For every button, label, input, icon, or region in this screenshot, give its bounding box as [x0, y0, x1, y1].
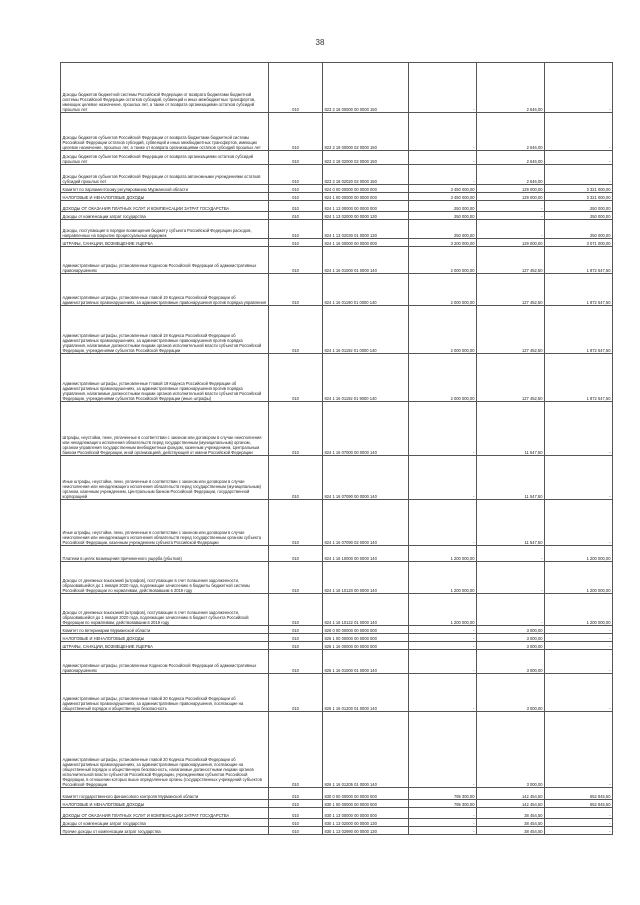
row-name-cell: ДОХОДЫ ОТ ОКАЗАНИЯ ПЛАТНЫХ УСЛУГ И КОМПЕНСАЦИИ ЗАТРАТ ГОСУДАРСТВА — [61, 201, 269, 212]
table-row — [61, 650, 613, 674]
row-unexecuted-amount-cell: - — [545, 113, 613, 151]
row-name-cell: Доходы от денежных взысканий (штрафов), поступающие в счет погашения задолженности, образовавшейся до 1 января 2020 года, подлежащие зачислению в бюджет субъекта Российской Федерации по нормативам, действовавшим в 2019 году — [61, 594, 269, 626]
row-approved-amount-cell: 1 200 000,00 — [409, 562, 477, 594]
row-line-code-cell: 010 — [269, 674, 323, 712]
row-name-cell: НАЛОГОВЫЕ И НЕНАЛОГОВЫЕ ДОХОДЫ — [61, 634, 269, 642]
row-line-code-cell: 010 — [269, 193, 323, 201]
row-name-cell: Административные штрафы, установленные главой 19 Кодекса Российской Федерации об административных правонарушениях, за административные правонарушения против порядка управления — [61, 274, 269, 306]
table-row — [61, 165, 613, 185]
row-unexecuted-amount-cell: - — [545, 500, 613, 546]
row-executed-amount-cell: 129 000,00 — [477, 193, 545, 201]
row-line-code-cell: 010 — [269, 354, 323, 402]
row-unexecuted-amount-cell: - — [545, 63, 613, 113]
row-classification-code-cell: 824 1 16 01190 01 0000 140 — [323, 274, 409, 306]
row-approved-amount-cell: 2 000 000,00 — [409, 247, 477, 274]
row-executed-amount-cell: - — [477, 546, 545, 562]
table-row — [61, 113, 613, 151]
row-approved-amount-cell: 3 450 000,00 — [409, 193, 477, 201]
table-row — [61, 634, 613, 642]
row-classification-code-cell: 824 1 16 10120 00 0000 140 — [323, 562, 409, 594]
row-unexecuted-amount-cell: - — [545, 650, 613, 674]
row-name-cell: ДОХОДЫ ОТ ОКАЗАНИЯ ПЛАТНЫХ УСЛУГ И КОМПЕНСАЦИИ ЗАТРАТ ГОСУДАРСТВА — [61, 808, 269, 819]
row-classification-code-cell: 824 1 16 01000 01 0000 140 — [323, 247, 409, 274]
row-line-code-cell: 010 — [269, 808, 323, 819]
row-line-code-cell: 010 — [269, 594, 323, 626]
row-approved-amount-cell: 2 000 000,00 — [409, 306, 477, 354]
row-unexecuted-amount-cell: - — [545, 712, 613, 788]
row-executed-amount-cell: 3 000,00 — [477, 634, 545, 642]
row-executed-amount-cell: 127 452,50 — [477, 306, 545, 354]
row-approved-amount-cell: 3 450 000,00 — [409, 185, 477, 193]
row-executed-amount-cell: - — [477, 220, 545, 239]
row-executed-amount-cell: 142 454,50 — [477, 800, 545, 808]
table-row — [61, 185, 613, 193]
row-unexecuted-amount-cell: 3 071 000,00 — [545, 239, 613, 247]
row-unexecuted-amount-cell: 1 872 547,50 — [545, 354, 613, 402]
row-line-code-cell: 010 — [269, 712, 323, 788]
row-classification-code-cell: 823 2 18 02020 02 0000 150 — [323, 165, 409, 185]
table-row — [61, 151, 613, 165]
row-approved-amount-cell: - — [409, 642, 477, 650]
row-approved-amount-cell: - — [409, 500, 477, 546]
row-name-cell: Иные штрафы, неустойки, пени, уплаченные в соответствии с законом или договором в случае неисполнения или ненадлежащего исполнения обязательств перед государственным органом субъекта Российской Федерации, казенным учреждением субъекта Российской Федерации — [61, 500, 269, 546]
row-approved-amount-cell: 3 200 000,00 — [409, 239, 477, 247]
table-row — [61, 201, 613, 212]
row-unexecuted-amount-cell: 1 872 547,50 — [545, 306, 613, 354]
row-classification-code-cell: 830 1 13 02990 00 0000 130 — [323, 827, 409, 835]
row-executed-amount-cell: 3 000,00 — [477, 712, 545, 788]
row-executed-amount-cell: 142 454,50 — [477, 788, 545, 800]
row-executed-amount-cell: - — [477, 212, 545, 220]
row-name-cell: НАЛОГОВЫЕ И НЕНАЛОГОВЫЕ ДОХОДЫ — [61, 800, 269, 808]
row-executed-amount-cell: - — [477, 594, 545, 626]
table-row — [61, 63, 613, 113]
row-classification-code-cell: 824 1 16 00000 00 0000 000 — [323, 239, 409, 247]
row-approved-amount-cell: - — [409, 165, 477, 185]
row-name-cell: Административные штрафы, установленные главой 20 Кодекса Российской Федерации об административных правонарушениях, за административные правонарушения, посягающие на общественный порядок и общественную безопасность, налагаемые должностными лицами органов исполнительной власти субъектов Российской Федерации, учреждениями субъектов Российской Федерации, в отношении которых выше определенные органы (государственных учреждений субъектов Российской Федерации — [61, 712, 269, 788]
table-row — [61, 594, 613, 626]
row-executed-amount-cell: 129 000,00 — [477, 185, 545, 193]
row-approved-amount-cell: 2 000 000,00 — [409, 274, 477, 306]
row-classification-code-cell: 824 1 16 01192 01 0000 140 — [323, 306, 409, 354]
row-executed-amount-cell: 2 646,00 — [477, 113, 545, 151]
row-classification-code-cell: 823 2 18 00000 02 0000 150 — [323, 113, 409, 151]
table-row — [61, 193, 613, 201]
row-name-cell: Доходы бюджетов субъектов Российской Федерации от возврата автономными учреждениями остатков субсидий прошлых лет — [61, 165, 269, 185]
row-unexecuted-amount-cell: - — [545, 456, 613, 500]
row-line-code-cell: 010 — [269, 456, 323, 500]
row-approved-amount-cell: - — [409, 634, 477, 642]
table-row — [61, 626, 613, 634]
row-approved-amount-cell: - — [409, 819, 477, 827]
row-executed-amount-cell: 11 547,50 — [477, 456, 545, 500]
row-name-cell: НАЛОГОВЫЕ И НЕНАЛОГОВЫЕ ДОХОДЫ — [61, 193, 269, 201]
row-unexecuted-amount-cell: 1 872 547,50 — [545, 274, 613, 306]
table-row — [61, 674, 613, 712]
row-name-cell: ШТРАФЫ, САНКЦИИ, ВОЗМЕЩЕНИЕ УЩЕРБА — [61, 239, 269, 247]
row-name-cell: Доходы от компенсации затрат государства — [61, 819, 269, 827]
row-classification-code-cell: 824 1 13 00000 00 0000 000 — [323, 201, 409, 212]
row-classification-code-cell: 823 2 18 02000 02 0000 150 — [323, 151, 409, 165]
table-row — [61, 247, 613, 274]
row-executed-amount-cell: 127 452,50 — [477, 354, 545, 402]
row-name-cell: Комитет по ветеринарии Мурманской области — [61, 626, 269, 634]
row-classification-code-cell: 830 0 00 00000 00 0000 000 — [323, 788, 409, 800]
row-line-code-cell: 010 — [269, 819, 323, 827]
table-row — [61, 800, 613, 808]
row-executed-amount-cell: 3 000,00 — [477, 674, 545, 712]
row-unexecuted-amount-cell: 3 321 000,00 — [545, 185, 613, 193]
row-name-cell: Административные штрафы, установленные главой 20 Кодекса Российской Федерации об административных правонарушениях, за административные правонарушения, посягающие на общественный порядок и общественную безопасность — [61, 674, 269, 712]
row-classification-code-cell: 824 1 16 07090 00 0000 140 — [323, 456, 409, 500]
table-row — [61, 239, 613, 247]
table-row — [61, 712, 613, 788]
row-classification-code-cell: 824 1 16 01192 01 9000 140 — [323, 354, 409, 402]
row-executed-amount-cell: 2 646,00 — [477, 63, 545, 113]
row-classification-code-cell: 830 1 13 00000 00 0000 000 — [323, 808, 409, 819]
row-unexecuted-amount-cell: - — [545, 402, 613, 456]
table-row — [61, 220, 613, 239]
row-name-cell: Комитет государственного финансового контроля Мурманской области — [61, 788, 269, 800]
row-executed-amount-cell: 127 452,50 — [477, 274, 545, 306]
table-row — [61, 402, 613, 456]
table-row — [61, 354, 613, 402]
row-name-cell: Административные штрафы, установленные главой 19 Кодекса Российской Федерации об административных правонарушениях, за административные правонарушения против порядка управления, налагаемые должностными лицами органов исполнительной власти субъектов Российской Федерации, учреждениями субъектов Российской Федерации — [61, 306, 269, 354]
row-unexecuted-amount-cell: 250 000,00 — [545, 201, 613, 212]
row-line-code-cell: 010 — [269, 113, 323, 151]
row-executed-amount-cell: - — [477, 562, 545, 594]
row-line-code-cell: 010 — [269, 650, 323, 674]
table-row — [61, 212, 613, 220]
row-line-code-cell: 010 — [269, 402, 323, 456]
row-unexecuted-amount-cell: - — [545, 827, 613, 835]
row-executed-amount-cell: 38 454,50 — [477, 808, 545, 819]
row-name-cell: Комитет по парламентскому регулированию Мурманской области — [61, 185, 269, 193]
table-row — [61, 546, 613, 562]
row-classification-code-cell: 830 1 13 02000 00 0000 130 — [323, 819, 409, 827]
row-approved-amount-cell: - — [409, 650, 477, 674]
row-executed-amount-cell: 2 646,00 — [477, 151, 545, 165]
row-classification-code-cell: 824 1 16 10122 01 0000 140 — [323, 594, 409, 626]
row-unexecuted-amount-cell: 1 200 000,00 — [545, 546, 613, 562]
row-classification-code-cell: 824 1 13 02000 00 0000 130 — [323, 212, 409, 220]
row-unexecuted-amount-cell: - — [545, 819, 613, 827]
row-unexecuted-amount-cell: 652 845,50 — [545, 800, 613, 808]
row-approved-amount-cell: - — [409, 63, 477, 113]
row-line-code-cell: 010 — [269, 165, 323, 185]
row-line-code-cell: 010 — [269, 500, 323, 546]
row-classification-code-cell: 830 1 00 00000 00 0000 000 — [323, 800, 409, 808]
row-unexecuted-amount-cell: - — [545, 642, 613, 650]
row-unexecuted-amount-cell: - — [545, 808, 613, 819]
row-approved-amount-cell: 250 000,00 — [409, 201, 477, 212]
row-approved-amount-cell: 1 200 000,00 — [409, 594, 477, 626]
table-row — [61, 500, 613, 546]
table-row — [61, 827, 613, 835]
row-approved-amount-cell: - — [409, 712, 477, 788]
row-line-code-cell: 010 — [269, 185, 323, 193]
row-name-cell: Доходы бюджетов бюджетной системы Российской Федерации от возврата бюджетами бюджетной системы Российской Федерации остатков субсидий, субвенций и иных межбюджетных трансфертов, имеющих целевое назначение, прошлых лет, а также от возврата организациями остатков субсидий прошлых лет — [61, 63, 269, 113]
row-approved-amount-cell: - — [409, 113, 477, 151]
row-name-cell: Штрафы, неустойки, пени, уплаченные в соответствии с законом или договором в случае неисполнения или ненадлежащего исполнения обязательств перед государственным (муниципальным) органом, органом управления государственным внебюджетным фондом, казенным учреждением, Центральным банком Российской Федерации, иной организацией, действующей от имени Российской Федерации — [61, 402, 269, 456]
row-executed-amount-cell: 129 000,00 — [477, 239, 545, 247]
row-executed-amount-cell: 3 000,00 — [477, 626, 545, 634]
row-line-code-cell: 010 — [269, 788, 323, 800]
row-unexecuted-amount-cell: 1 200 000,00 — [545, 594, 613, 626]
page-number: 38 — [315, 38, 325, 47]
row-executed-amount-cell: 127 452,50 — [477, 247, 545, 274]
row-classification-code-cell: 826 1 16 01200 01 0000 140 — [323, 674, 409, 712]
row-name-cell: ШТРАФЫ, САНКЦИИ, ВОЗМЕЩЕНИЕ УЩЕРБА — [61, 642, 269, 650]
row-executed-amount-cell: 38 454,50 — [477, 819, 545, 827]
row-approved-amount-cell: - — [409, 674, 477, 712]
table-row — [61, 642, 613, 650]
row-approved-amount-cell: 250 000,00 — [409, 212, 477, 220]
row-unexecuted-amount-cell: - — [545, 151, 613, 165]
row-line-code-cell: 010 — [269, 274, 323, 306]
row-unexecuted-amount-cell: 250 000,00 — [545, 212, 613, 220]
row-executed-amount-cell: 3 000,00 — [477, 650, 545, 674]
row-classification-code-cell: 826 1 16 01000 01 0000 140 — [323, 650, 409, 674]
row-line-code-cell: 010 — [269, 827, 323, 835]
row-approved-amount-cell: 250 000,00 — [409, 220, 477, 239]
row-approved-amount-cell: - — [409, 827, 477, 835]
row-approved-amount-cell: 795 300,00 — [409, 788, 477, 800]
row-unexecuted-amount-cell: - — [545, 674, 613, 712]
income-report-table — [60, 62, 613, 835]
row-classification-code-cell: 824 1 16 10000 00 0000 140 — [323, 546, 409, 562]
row-line-code-cell: 010 — [269, 201, 323, 212]
row-line-code-cell: 010 — [269, 239, 323, 247]
report-table-body — [61, 63, 613, 835]
row-line-code-cell: 010 — [269, 247, 323, 274]
row-approved-amount-cell: 2 000 000,00 — [409, 354, 477, 402]
row-unexecuted-amount-cell: - — [545, 165, 613, 185]
row-executed-amount-cell: 11 547,50 — [477, 402, 545, 456]
row-classification-code-cell: 826 1 16 01205 01 0000 140 — [323, 712, 409, 788]
row-name-cell: Доходы, поступающие в порядке возмещения бюджету субъекта Российской Федерации расходов, направленных на покрытие процессуальных издержек — [61, 220, 269, 239]
row-approved-amount-cell: - — [409, 402, 477, 456]
row-name-cell: Иные штрафы, неустойки, пени, уплаченные в соответствии с законом или договором в случае неисполнения или ненадлежащего исполнения обязательств перед государственным (муниципальным) органом, казенным учреждением, Центральным банком Российской Федерации, государственной корпорацией — [61, 456, 269, 500]
row-line-code-cell: 010 — [269, 800, 323, 808]
table-row — [61, 274, 613, 306]
row-approved-amount-cell: - — [409, 808, 477, 819]
row-classification-code-cell: 824 0 00 00000 00 0000 000 — [323, 185, 409, 193]
row-name-cell: Доходы бюджетов субъектов Российской Федерации от возврата бюджетами бюджетной системы Российской Федерации остатков субсидий, субвенций и иных межбюджетных трансфертов, имеющих целевое назначение, прошлых лет, а также от возврата организациями остатков субсидий прошлых лет — [61, 113, 269, 151]
row-unexecuted-amount-cell: 250 000,00 — [545, 220, 613, 239]
row-classification-code-cell: 824 1 00 00000 00 0000 000 — [323, 193, 409, 201]
row-name-cell: Доходы бюджетов субъектов Российской Федерации от возврата организациями остатков субсидий прошлых лет — [61, 151, 269, 165]
row-classification-code-cell: 826 1 00 00000 00 0000 000 — [323, 634, 409, 642]
row-line-code-cell: 010 — [269, 151, 323, 165]
row-line-code-cell: 010 — [269, 212, 323, 220]
row-approved-amount-cell: 1 200 000,00 — [409, 546, 477, 562]
row-line-code-cell: 010 — [269, 63, 323, 113]
row-unexecuted-amount-cell: - — [545, 634, 613, 642]
row-line-code-cell: 010 — [269, 634, 323, 642]
row-line-code-cell: 010 — [269, 546, 323, 562]
row-approved-amount-cell: - — [409, 626, 477, 634]
row-executed-amount-cell: 2 646,00 — [477, 165, 545, 185]
table-row — [61, 788, 613, 800]
row-unexecuted-amount-cell: 1 872 547,50 — [545, 247, 613, 274]
row-line-code-cell: 010 — [269, 220, 323, 239]
row-classification-code-cell: 826 0 00 00000 00 0000 000 — [323, 626, 409, 634]
row-line-code-cell: 010 — [269, 626, 323, 634]
row-name-cell: Административные штрафы, установленные Главой 19 Кодекса Российской Федерации об административных правонарушениях, за административные правонарушения против порядка управления, налагаемые должностными лицами органов исполнительной власти субъектов Российской Федерации, учреждениями субъектов Российской Федерации (иные штрафы) — [61, 354, 269, 402]
table-row — [61, 562, 613, 594]
row-executed-amount-cell: 38 454,50 — [477, 827, 545, 835]
row-classification-code-cell: 824 1 13 02030 01 0000 130 — [323, 220, 409, 239]
row-line-code-cell: 010 — [269, 562, 323, 594]
row-line-code-cell: 010 — [269, 306, 323, 354]
row-name-cell: Доходы от денежных взысканий (штрафов), поступающие в счет погашения задолженности, образовавшейся до 1 января 2020 года, подлежащие зачислению в бюджеты бюджетной системы Российской Федерации по нормативам, действовавшим в 2019 году — [61, 562, 269, 594]
row-classification-code-cell: 823 2 18 00000 00 0000 150 — [323, 63, 409, 113]
row-unexecuted-amount-cell: - — [545, 626, 613, 634]
row-name-cell: Доходы от компенсации затрат государства — [61, 212, 269, 220]
row-name-cell: Платежи в целях возмещения причиненного ущерба (убытков) — [61, 546, 269, 562]
row-unexecuted-amount-cell: 3 321 000,00 — [545, 193, 613, 201]
row-classification-code-cell: 824 1 16 07090 02 0000 140 — [323, 500, 409, 546]
row-approved-amount-cell: - — [409, 456, 477, 500]
row-classification-code-cell: 824 1 16 07000 00 0000 140 — [323, 402, 409, 456]
row-line-code-cell: 010 — [269, 642, 323, 650]
row-name-cell: Административные штрафы, установленные Кодексом Российской Федерации об административных правонарушениях — [61, 650, 269, 674]
row-approved-amount-cell: - — [409, 151, 477, 165]
row-executed-amount-cell: 3 000,00 — [477, 642, 545, 650]
table-row — [61, 819, 613, 827]
row-executed-amount-cell: 11 547,50 — [477, 500, 545, 546]
table-row — [61, 306, 613, 354]
table-row — [61, 456, 613, 500]
table-row — [61, 808, 613, 819]
row-classification-code-cell: 826 1 16 00000 00 0000 000 — [323, 642, 409, 650]
row-name-cell: Прочие доходы от компенсации затрат государства — [61, 827, 269, 835]
row-unexecuted-amount-cell: 652 845,50 — [545, 788, 613, 800]
row-name-cell: Административные штрафы, установленные Кодексом Российской Федерации об административных правонарушениях — [61, 247, 269, 274]
row-executed-amount-cell: - — [477, 201, 545, 212]
row-unexecuted-amount-cell: 1 200 000,00 — [545, 562, 613, 594]
row-approved-amount-cell: 795 300,00 — [409, 800, 477, 808]
